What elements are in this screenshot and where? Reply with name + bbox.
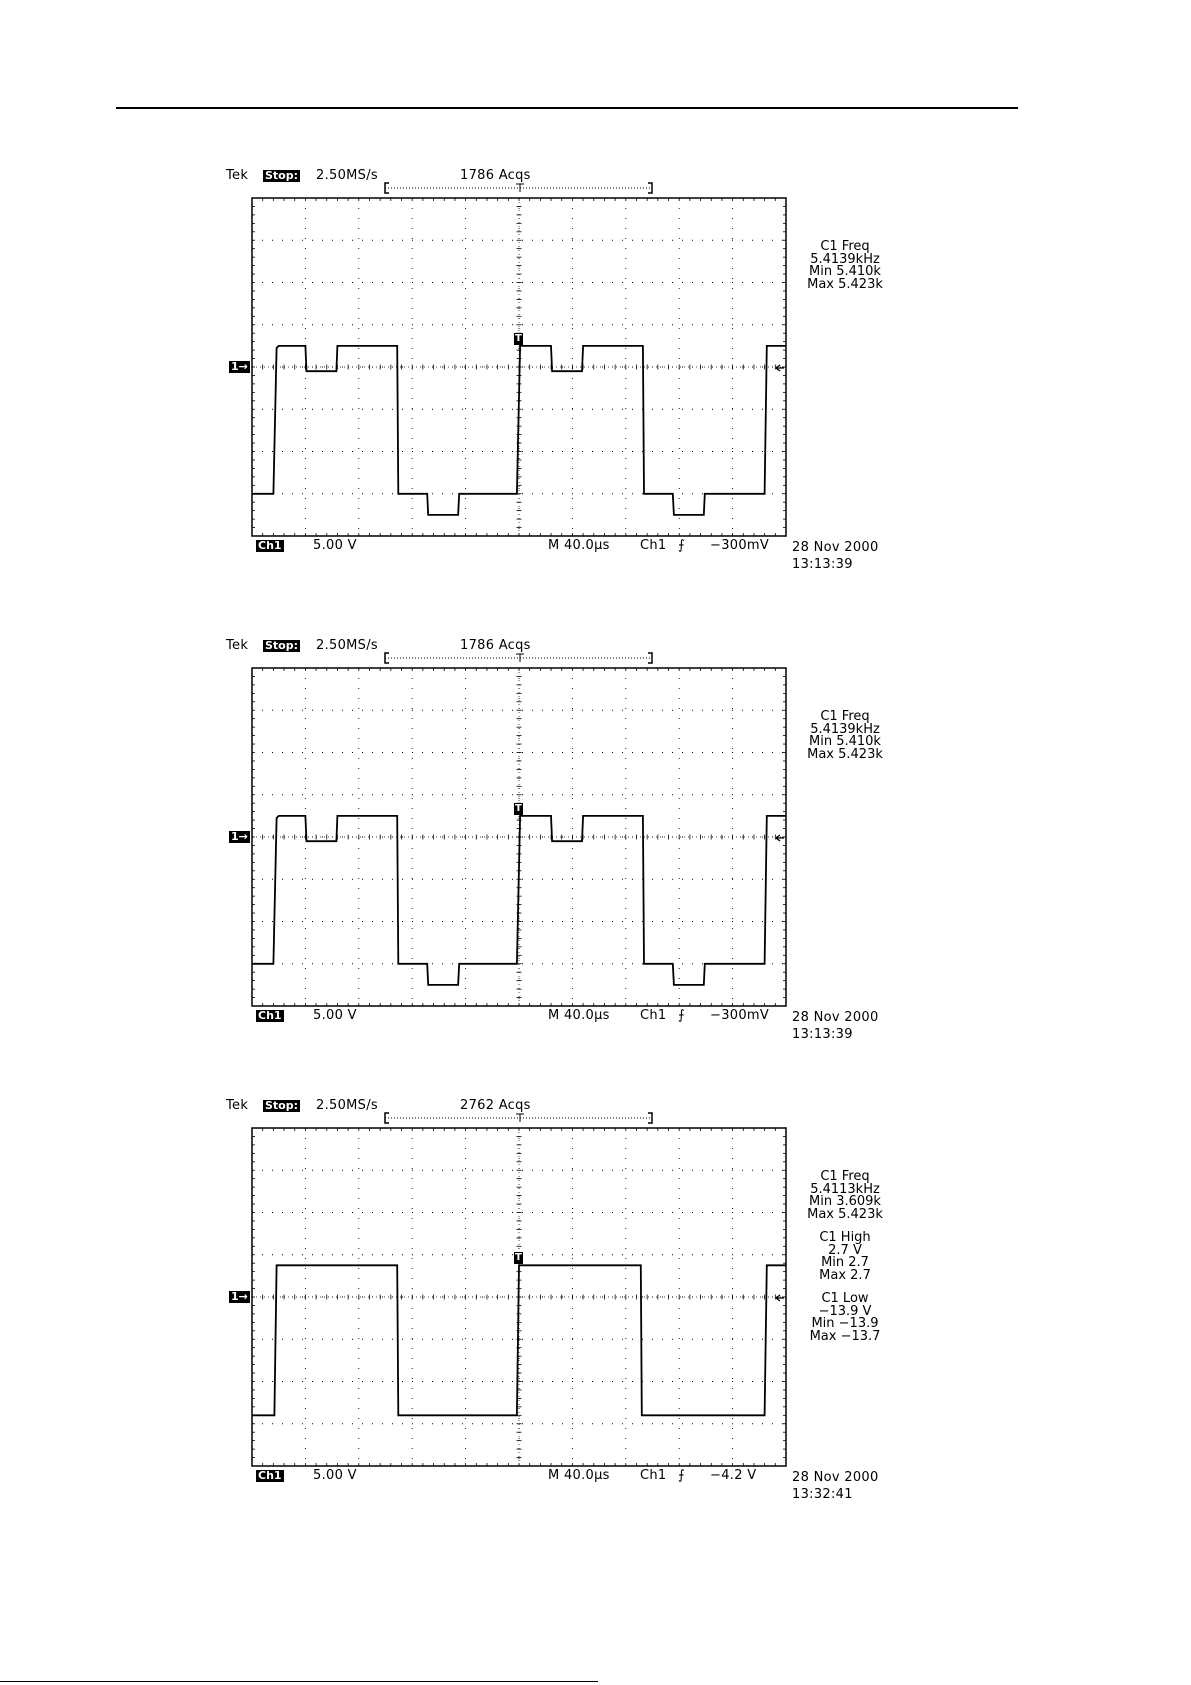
measurement-title: C1 Freq (820, 1169, 870, 1184)
measurement-value: Max −13.7 (809, 1328, 881, 1344)
record-bracket (385, 653, 652, 663)
time-label: 13:13:39 (792, 557, 853, 572)
measurement-value: Min 3.609k (809, 1194, 881, 1209)
channel-ground-marker: 1→ (231, 360, 248, 373)
scope-plot (0, 625, 1191, 1045)
timebase-label: M 40.0µs (548, 538, 610, 553)
timebase-label: M 40.0µs (548, 1468, 610, 1483)
brand-label: Tek (226, 168, 249, 183)
trigger-marker: T (515, 802, 522, 814)
scope-plot (0, 1085, 1191, 1505)
top-rule (116, 107, 1018, 109)
trigger-slope-icon: ⨍ (678, 1468, 686, 1483)
time-label: 13:32:41 (792, 1487, 853, 1502)
run-state-badge: Stop: (265, 169, 299, 182)
measurement-value: 5.4139kHz (810, 721, 880, 737)
trigger-source-label: Ch1 (640, 538, 667, 553)
measurement-value: Max 5.423k (807, 746, 883, 762)
record-bracket (385, 183, 652, 193)
measurements-panel (790, 711, 900, 761)
acquisitions-label: 1786 Acqs (460, 638, 531, 653)
measurement-value: Max 5.423k (807, 276, 883, 292)
acquisitions-label: 1786 Acqs (460, 168, 531, 183)
trigger-slope-icon: ⨍ (678, 1008, 686, 1023)
sample-rate-label: 2.50MS/s (316, 168, 378, 183)
channel-badge: Ch1 (258, 1469, 282, 1482)
trigger-marker: T (515, 332, 522, 344)
measurement-value: Min 5.410k (809, 734, 881, 749)
measurement-value: 2.7 V (828, 1242, 862, 1258)
measurement-value: Min 2.7 (821, 1255, 869, 1270)
brand-label: Tek (226, 638, 249, 653)
measurement-value: 5.4139kHz (810, 251, 880, 267)
measurement-value: −13.9 V (818, 1303, 872, 1319)
trigger-slope-icon: ⨍ (678, 538, 686, 553)
run-state-badge: Stop: (265, 639, 299, 652)
record-bracket (385, 1113, 652, 1123)
trigger-level-arrow (776, 365, 784, 371)
trigger-level-label: −300mV (710, 1008, 770, 1023)
waveform-trace (252, 816, 786, 985)
trigger-level-label: −300mV (710, 538, 770, 553)
scope-screen-2 (0, 625, 1191, 1045)
trigger-level-label: −4.2 V (710, 1468, 757, 1483)
channel-ground-marker: 1→ (231, 1290, 248, 1303)
volts-per-div-label: 5.00 V (313, 1468, 357, 1483)
trigger-level-arrow (776, 835, 784, 841)
sample-rate-label: 2.50MS/s (316, 638, 378, 653)
measurement-title: C1 Freq (820, 709, 870, 724)
scope-screen-1 (0, 155, 1191, 575)
channel-badge: Ch1 (258, 1009, 282, 1022)
measurement-title: C1 Low (821, 1291, 869, 1306)
volts-per-div-label: 5.00 V (313, 538, 357, 553)
channel-badge: Ch1 (258, 539, 282, 552)
measurement-value: Min −13.9 (811, 1316, 879, 1331)
measurement-value: Min 5.410k (809, 264, 881, 279)
brand-label: Tek (226, 1098, 249, 1113)
measurement-value: Max 2.7 (819, 1267, 871, 1283)
measurement-value: 5.4113kHz (810, 1181, 880, 1197)
timebase-label: M 40.0µs (548, 1008, 610, 1023)
date-label: 28 Nov 2000 (792, 540, 879, 555)
measurement-value: Max 5.423k (807, 1206, 883, 1222)
date-label: 28 Nov 2000 (792, 1470, 879, 1485)
scope-screen-3 (0, 1085, 1191, 1505)
time-label: 13:13:39 (792, 1027, 853, 1042)
waveform-trace (252, 346, 786, 515)
channel-ground-marker: 1→ (231, 830, 248, 843)
trigger-source-label: Ch1 (640, 1468, 667, 1483)
trigger-source-label: Ch1 (640, 1008, 667, 1023)
acquisitions-label: 2762 Acqs (460, 1098, 531, 1113)
measurements-panel (790, 241, 900, 291)
scope-plot (0, 155, 1191, 575)
bottom-rule (0, 1681, 598, 1682)
trigger-marker: T (515, 1252, 522, 1264)
sample-rate-label: 2.50MS/s (316, 1098, 378, 1113)
run-state-badge: Stop: (265, 1099, 299, 1112)
trigger-level-arrow (776, 1295, 784, 1301)
volts-per-div-label: 5.00 V (313, 1008, 357, 1023)
measurement-title: C1 Freq (820, 239, 870, 254)
date-label: 28 Nov 2000 (792, 1010, 879, 1025)
measurement-title: C1 High (819, 1230, 871, 1245)
measurements-panel (790, 1171, 900, 1343)
